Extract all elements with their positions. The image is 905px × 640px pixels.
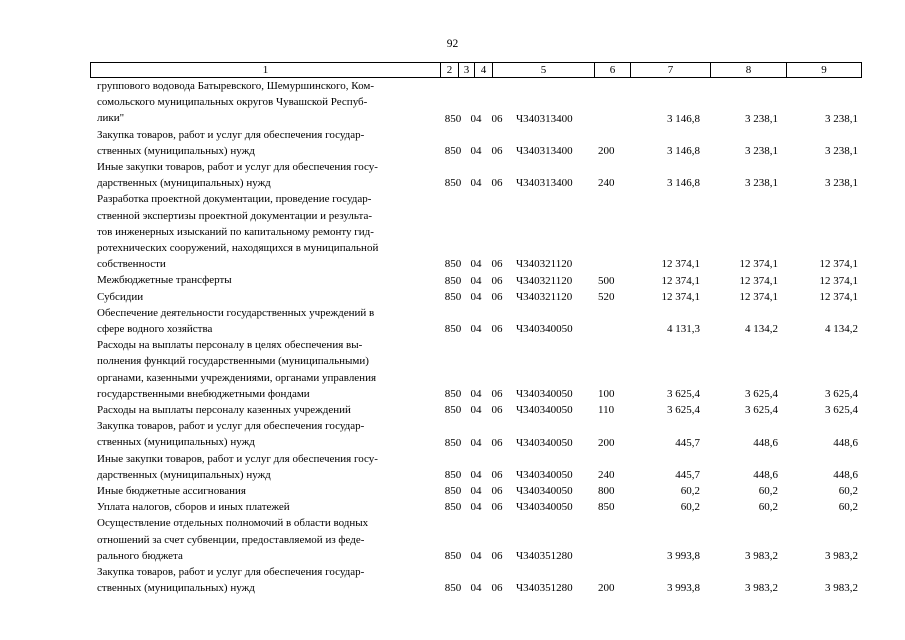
cell-c8: 3 983,2	[745, 582, 778, 595]
cell-c8: 12 374,1	[739, 274, 778, 287]
description-line: государственными внебюджетными фондами	[97, 387, 310, 400]
header-col-8: 8	[710, 63, 786, 77]
cell-c4: 06	[491, 485, 503, 498]
cell-c2: 850	[444, 436, 462, 449]
cell-c9: 12 374,1	[819, 258, 858, 271]
table-row	[0, 564, 905, 596]
description-line: Иные закупки товаров, работ и услуг для обеспечения госу-	[97, 161, 378, 173]
row-description	[97, 127, 437, 159]
description-line: Расходы на выплаты персоналу в целях обеспечения вы-	[97, 339, 363, 352]
description-line: ственных (муниципальных) нужд	[97, 582, 255, 595]
cell-c3: 04	[470, 258, 482, 271]
cell-c2: 850	[444, 144, 462, 157]
cell-c4: 06	[491, 468, 503, 481]
row-description	[97, 564, 437, 596]
cell-c7: 60,2	[680, 485, 700, 498]
cell-c8: 3 625,4	[745, 404, 778, 417]
cell-c7: 3 146,8	[667, 144, 700, 157]
table-row	[0, 127, 905, 159]
cell-c9: 3 983,2	[825, 582, 858, 595]
cell-c6: 240	[598, 468, 615, 481]
description-line: органами, казенными учреждениями, органами управления	[97, 371, 377, 384]
cell-c8: 60,2	[758, 501, 778, 514]
cell-c2: 850	[444, 323, 462, 336]
row-description	[97, 483, 437, 499]
cell-c2: 850	[444, 258, 462, 271]
row-description	[97, 305, 437, 337]
header-col-5: 5	[492, 63, 594, 77]
cell-c5: Ч340321120	[516, 290, 573, 303]
description-line: Разработка проектной документации, проведение государ-	[97, 193, 372, 206]
header-col-3: 3	[458, 63, 474, 77]
cell-c3: 04	[470, 404, 482, 417]
description-line: дарственных (муниципальных) нужд	[97, 468, 271, 481]
table-row	[0, 191, 905, 272]
cell-c8: 12 374,1	[739, 258, 778, 271]
description-line: ственных (муниципальных) нужд	[97, 436, 255, 449]
cell-c2: 850	[444, 501, 462, 514]
cell-c4: 06	[491, 387, 503, 400]
description-line: Закупка товаров, работ и услуг для обеспечения государ-	[97, 128, 365, 141]
cell-c5: Ч340351280	[516, 582, 573, 595]
description-line: Осуществление отдельных полномочий в области водных	[97, 517, 369, 530]
row-description	[97, 418, 437, 450]
table-row	[0, 402, 905, 418]
description-line: отношений за счет субвенции, предоставляемой из феде-	[97, 533, 365, 546]
cell-c5: Ч340313400	[516, 144, 573, 157]
cell-c9: 60,2	[838, 485, 858, 498]
row-description	[97, 272, 437, 288]
cell-c2: 850	[444, 404, 462, 417]
description-line: Расходы на выплаты персоналу казенных учреждений	[97, 404, 351, 416]
table-header	[90, 62, 862, 78]
table-row	[0, 159, 905, 191]
description-line: сомольского муниципальных округов Чувашской Респуб-	[97, 96, 368, 109]
cell-c9: 3 983,2	[825, 549, 858, 562]
cell-c6: 850	[598, 501, 615, 514]
cell-c8: 3 238,1	[745, 177, 778, 190]
cell-c7: 3 993,8	[667, 549, 700, 562]
cell-c9: 448,6	[833, 436, 858, 449]
row-description	[97, 451, 437, 483]
cell-c7: 445,7	[675, 436, 700, 449]
cell-c7: 3 625,4	[667, 404, 700, 417]
description-line: тов инженерных изысканий по капитальному ремонту гид-	[97, 225, 374, 238]
cell-c2: 850	[444, 468, 462, 481]
cell-c3: 04	[470, 144, 482, 157]
cell-c9: 60,2	[838, 501, 858, 514]
header-col-2: 2	[440, 63, 458, 77]
cell-c7: 12 374,1	[661, 274, 700, 287]
cell-c7: 12 374,1	[661, 290, 700, 303]
cell-c8: 3 238,1	[745, 144, 778, 157]
cell-c8: 60,2	[758, 485, 778, 498]
table-row	[0, 515, 905, 564]
cell-c4: 06	[491, 177, 503, 190]
cell-c6: 800	[598, 485, 615, 498]
cell-c3: 04	[470, 468, 482, 481]
description-line: сфере водного хозяйства	[97, 322, 213, 335]
table-row	[0, 305, 905, 337]
cell-c8: 12 374,1	[739, 290, 778, 303]
cell-c8: 3 238,1	[745, 112, 778, 125]
description-line: ротехнических сооружений, находящихся в муниципальной	[97, 241, 379, 254]
cell-c7: 4 131,3	[667, 323, 700, 336]
description-line: ственных (муниципальных) нужд	[97, 144, 255, 157]
cell-c3: 04	[470, 387, 482, 400]
cell-c4: 06	[491, 501, 503, 514]
cell-c5: Ч340313400	[516, 177, 573, 190]
row-description	[97, 78, 437, 127]
row-description	[97, 191, 437, 272]
description-line: Иные закупки товаров, работ и услуг для обеспечения госу-	[97, 452, 378, 465]
cell-c4: 06	[491, 144, 503, 157]
description-line: Обеспечение деятельности государственных учреждений в	[97, 306, 375, 319]
description-line: полнения функций государственными (муниципальными)	[97, 355, 369, 368]
description-line: Закупка товаров, работ и услуг для обеспечения государ-	[97, 420, 365, 433]
cell-c6: 200	[598, 436, 615, 449]
cell-c7: 3 625,4	[667, 387, 700, 400]
cell-c3: 04	[470, 549, 482, 562]
cell-c2: 850	[444, 387, 462, 400]
cell-c6: 500	[598, 274, 615, 287]
table-row	[0, 78, 905, 127]
cell-c8: 448,6	[753, 436, 778, 449]
description-line: Межбюджетные трансферты	[97, 274, 232, 287]
cell-c2: 850	[444, 274, 462, 287]
cell-c5: Ч340313400	[516, 112, 573, 125]
description-line: Уплата налогов, сборов и иных платежей	[97, 501, 290, 514]
description-line: рального бюджета	[97, 549, 183, 562]
cell-c2: 850	[444, 290, 462, 303]
cell-c4: 06	[491, 404, 503, 417]
cell-c9: 448,6	[833, 468, 858, 481]
cell-c9: 12 374,1	[819, 274, 858, 287]
description-line: группового водовода Батыревского, Шемуршинского, Ком-	[97, 80, 374, 92]
cell-c5: Ч340321120	[516, 258, 573, 271]
table-row	[0, 272, 905, 288]
cell-c6: 200	[598, 582, 615, 595]
table-row	[0, 337, 905, 402]
row-description	[97, 289, 437, 305]
cell-c6: 100	[598, 387, 615, 400]
cell-c5: Ч340340050	[516, 468, 573, 481]
cell-c4: 06	[491, 112, 503, 125]
table-row	[0, 418, 905, 450]
cell-c5: Ч340351280	[516, 549, 573, 562]
row-description	[97, 402, 437, 418]
cell-c3: 04	[470, 436, 482, 449]
table-row	[0, 483, 905, 499]
description-line: ственной экспертизы проектной документации и результа-	[97, 209, 372, 222]
cell-c5: Ч340340050	[516, 501, 573, 514]
cell-c4: 06	[491, 290, 503, 303]
cell-c2: 850	[444, 177, 462, 190]
cell-c5: Ч340340050	[516, 485, 573, 498]
cell-c2: 850	[444, 112, 462, 125]
cell-c3: 04	[470, 177, 482, 190]
cell-c4: 06	[491, 436, 503, 449]
cell-c9: 3 238,1	[825, 177, 858, 190]
cell-c9: 3 238,1	[825, 112, 858, 125]
cell-c2: 850	[444, 582, 462, 595]
cell-c5: Ч340340050	[516, 323, 573, 336]
table-row	[0, 451, 905, 483]
row-description	[97, 337, 437, 402]
row-description	[97, 499, 437, 515]
description-line: собственности	[97, 258, 166, 271]
cell-c9: 4 134,2	[825, 323, 858, 336]
row-description	[97, 159, 437, 191]
description-line: Субсидии	[97, 290, 144, 303]
cell-c7: 60,2	[680, 501, 700, 514]
cell-c3: 04	[470, 290, 482, 303]
cell-c8: 4 134,2	[745, 323, 778, 336]
cell-c9: 3 238,1	[825, 144, 858, 157]
cell-c8: 3 983,2	[745, 549, 778, 562]
cell-c6: 240	[598, 177, 615, 190]
cell-c3: 04	[470, 274, 482, 287]
cell-c7: 445,7	[675, 468, 700, 481]
cell-c4: 06	[491, 549, 503, 562]
cell-c9: 12 374,1	[819, 290, 858, 303]
description-line: Иные бюджетные ассигнования	[97, 485, 246, 497]
header-col-4: 4	[474, 63, 492, 77]
cell-c7: 12 374,1	[661, 258, 700, 271]
cell-c3: 04	[470, 501, 482, 514]
cell-c7: 3 146,8	[667, 112, 700, 125]
cell-c4: 06	[491, 274, 503, 287]
cell-c2: 850	[444, 485, 462, 498]
cell-c6: 520	[598, 290, 615, 303]
cell-c2: 850	[444, 549, 462, 562]
cell-c5: Ч340340050	[516, 404, 573, 417]
row-description	[97, 515, 437, 564]
header-col-6: 6	[594, 63, 630, 77]
cell-c3: 04	[470, 582, 482, 595]
header-col-9: 9	[786, 63, 862, 77]
cell-c4: 06	[491, 258, 503, 271]
cell-c6: 200	[598, 144, 615, 157]
cell-c5: Ч340340050	[516, 436, 573, 449]
cell-c5: Ч340340050	[516, 387, 573, 400]
cell-c4: 06	[491, 582, 503, 595]
description-line: лики"	[97, 112, 125, 125]
cell-c8: 448,6	[753, 468, 778, 481]
header-col-7: 7	[630, 63, 710, 77]
cell-c3: 04	[470, 485, 482, 498]
table-row	[0, 289, 905, 305]
cell-c3: 04	[470, 112, 482, 125]
cell-c9: 3 625,4	[825, 387, 858, 400]
cell-c4: 06	[491, 323, 503, 336]
cell-c3: 04	[470, 323, 482, 336]
description-line: дарственных (муниципальных) нужд	[97, 177, 271, 190]
cell-c6: 110	[598, 404, 615, 417]
cell-c5: Ч340321120	[516, 274, 573, 287]
page-number: 92	[446, 38, 459, 50]
cell-c7: 3 146,8	[667, 177, 700, 190]
cell-c9: 3 625,4	[825, 404, 858, 417]
cell-c8: 3 625,4	[745, 387, 778, 400]
header-col-1: 1	[90, 63, 440, 77]
description-line: Закупка товаров, работ и услуг для обеспечения государ-	[97, 566, 365, 578]
table-row	[0, 499, 905, 515]
cell-c7: 3 993,8	[667, 582, 700, 595]
